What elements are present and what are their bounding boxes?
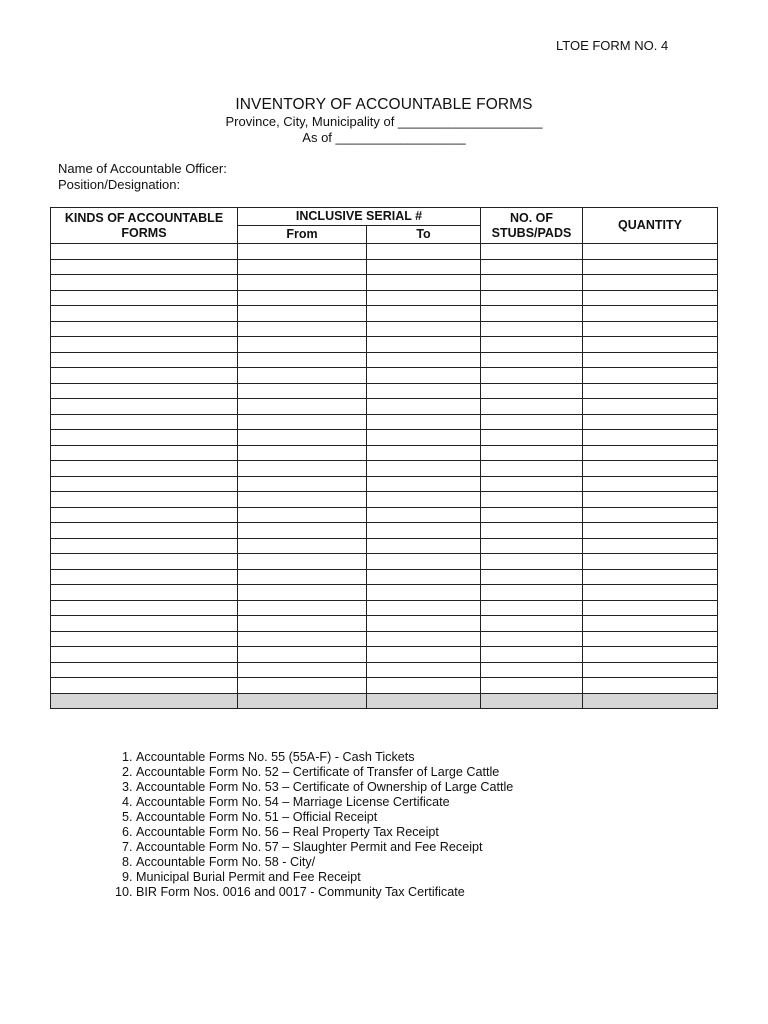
table-row — [51, 290, 718, 306]
to-cell — [367, 616, 481, 632]
position-label: Position/Designation: — [58, 177, 181, 192]
header-from: From — [238, 226, 367, 244]
header-inclusive-serial: INCLUSIVE SERIAL # — [238, 208, 481, 226]
quantity-cell — [583, 523, 718, 539]
note-item: 9. Municipal Burial Permit and Fee Receipt — [136, 870, 513, 885]
stubs-cell — [481, 476, 583, 492]
quantity-cell — [583, 585, 718, 601]
from-cell — [238, 306, 367, 322]
stubs-cell — [481, 678, 583, 694]
stubs-cell — [481, 507, 583, 523]
header-kinds: KINDS OF ACCOUNTABLE FORMS — [51, 208, 238, 244]
stubs-cell — [481, 290, 583, 306]
quantity-cell — [583, 321, 718, 337]
quantity-cell — [583, 600, 718, 616]
table-row — [51, 476, 718, 492]
quantity-cell — [583, 569, 718, 585]
note-item: 6. Accountable Form No. 56 – Real Property Tax Receipt — [136, 825, 513, 840]
from-cell — [238, 259, 367, 275]
from-cell — [238, 383, 367, 399]
table-row — [51, 337, 718, 353]
from-cell — [238, 554, 367, 570]
from-cell — [238, 414, 367, 430]
to-cell — [367, 631, 481, 647]
kinds-cell — [51, 383, 238, 399]
quantity-cell — [583, 337, 718, 353]
note-item: 1. Accountable Forms No. 55 (55A-F) - Cash Tickets — [136, 750, 513, 765]
kinds-cell — [51, 662, 238, 678]
stubs-cell — [481, 569, 583, 585]
from-cell — [238, 585, 367, 601]
to-cell — [367, 569, 481, 585]
stubs-cell — [481, 647, 583, 663]
kinds-cell — [51, 259, 238, 275]
from-cell — [238, 662, 367, 678]
stubs-cell — [481, 306, 583, 322]
from-cell — [238, 461, 367, 477]
kinds-cell — [51, 352, 238, 368]
from-cell — [238, 631, 367, 647]
table-row — [51, 585, 718, 601]
kinds-cell — [51, 244, 238, 260]
quantity-cell — [583, 306, 718, 322]
stubs-cell — [481, 259, 583, 275]
note-item: 2. Accountable Form No. 52 – Certificate of Transfer of Large Cattle — [136, 765, 513, 780]
to-cell — [367, 368, 481, 384]
from-cell — [238, 600, 367, 616]
stubs-cell — [481, 492, 583, 508]
kinds-cell — [51, 306, 238, 322]
table-row — [51, 383, 718, 399]
from-cell — [238, 399, 367, 415]
stubs-cell — [481, 321, 583, 337]
form-number: LTOE FORM NO. 4 — [556, 38, 669, 53]
to-cell — [367, 290, 481, 306]
kinds-cell — [51, 337, 238, 353]
quantity-cell — [583, 383, 718, 399]
kinds-cell — [51, 585, 238, 601]
stubs-cell — [481, 616, 583, 632]
quantity-cell — [583, 538, 718, 554]
stubs-cell — [481, 662, 583, 678]
kinds-cell — [51, 414, 238, 430]
stubs-cell — [481, 693, 583, 709]
table-row — [51, 554, 718, 570]
from-cell — [238, 368, 367, 384]
to-cell — [367, 693, 481, 709]
kinds-cell — [51, 678, 238, 694]
kinds-cell — [51, 275, 238, 291]
quantity-cell — [583, 244, 718, 260]
table-row — [51, 492, 718, 508]
to-cell — [367, 523, 481, 539]
to-cell — [367, 585, 481, 601]
quantity-cell — [583, 290, 718, 306]
to-cell — [367, 492, 481, 508]
kinds-cell — [51, 616, 238, 632]
stubs-cell — [481, 631, 583, 647]
quantity-cell — [583, 445, 718, 461]
note-item: 7. Accountable Form No. 57 – Slaughter Permit and Fee Receipt — [136, 840, 513, 855]
table-row — [51, 414, 718, 430]
stubs-cell — [481, 368, 583, 384]
from-cell — [238, 647, 367, 663]
kinds-cell — [51, 290, 238, 306]
note-item: 8. Accountable Form No. 58 - City/ — [136, 855, 513, 870]
table-row — [51, 306, 718, 322]
total-row — [51, 693, 718, 709]
from-cell — [238, 616, 367, 632]
quantity-cell — [583, 647, 718, 663]
quantity-cell — [583, 662, 718, 678]
table-row — [51, 538, 718, 554]
kinds-cell — [51, 554, 238, 570]
quantity-cell — [583, 414, 718, 430]
to-cell — [367, 538, 481, 554]
table-row — [51, 275, 718, 291]
kinds-cell — [51, 507, 238, 523]
kinds-cell — [51, 461, 238, 477]
table-row — [51, 662, 718, 678]
table-row — [51, 244, 718, 260]
note-item: 4. Accountable Form No. 54 – Marriage License Certificate — [136, 795, 513, 810]
header-to: To — [367, 226, 481, 244]
table-row — [51, 600, 718, 616]
note-item: 10. BIR Form Nos. 0016 and 0017 - Community Tax Certificate — [136, 885, 513, 900]
to-cell — [367, 476, 481, 492]
note-item: 5. Accountable Form No. 51 – Official Receipt — [136, 810, 513, 825]
to-cell — [367, 337, 481, 353]
stubs-cell — [481, 538, 583, 554]
from-cell — [238, 445, 367, 461]
table-row — [51, 368, 718, 384]
to-cell — [367, 647, 481, 663]
officer-name-label: Name of Accountable Officer: — [58, 161, 227, 176]
from-cell — [238, 352, 367, 368]
quantity-cell — [583, 430, 718, 446]
from-cell — [238, 337, 367, 353]
notes-list — [110, 750, 513, 900]
quantity-cell — [583, 492, 718, 508]
stubs-cell — [481, 352, 583, 368]
kinds-cell — [51, 492, 238, 508]
kinds-cell — [51, 631, 238, 647]
quantity-cell — [583, 554, 718, 570]
quantity-cell — [583, 507, 718, 523]
note-item: 3. Accountable Form No. 53 – Certificate of Ownership of Large Cattle — [136, 780, 513, 795]
table-row — [51, 678, 718, 694]
kinds-cell — [51, 430, 238, 446]
table-row — [51, 616, 718, 632]
table-row — [51, 430, 718, 446]
to-cell — [367, 662, 481, 678]
to-cell — [367, 275, 481, 291]
from-cell — [238, 430, 367, 446]
from-cell — [238, 538, 367, 554]
location-line: Province, City, Municipality of ____________________ — [225, 114, 543, 129]
to-cell — [367, 352, 481, 368]
to-cell — [367, 244, 481, 260]
table-row — [51, 647, 718, 663]
header-stubs-pads: NO. OF STUBS/PADS — [481, 208, 583, 244]
from-cell — [238, 678, 367, 694]
to-cell — [367, 414, 481, 430]
quantity-cell — [583, 399, 718, 415]
stubs-cell — [481, 523, 583, 539]
from-cell — [238, 693, 367, 709]
quantity-cell — [583, 368, 718, 384]
from-cell — [238, 569, 367, 585]
from-cell — [238, 523, 367, 539]
from-cell — [238, 492, 367, 508]
kinds-cell — [51, 538, 238, 554]
quantity-cell — [583, 352, 718, 368]
from-cell — [238, 476, 367, 492]
stubs-cell — [481, 399, 583, 415]
table-body — [51, 244, 718, 709]
kinds-cell — [51, 647, 238, 663]
quantity-cell — [583, 616, 718, 632]
kinds-cell — [51, 523, 238, 539]
stubs-cell — [481, 585, 583, 601]
stubs-cell — [481, 445, 583, 461]
to-cell — [367, 306, 481, 322]
quantity-cell — [583, 275, 718, 291]
stubs-cell — [481, 461, 583, 477]
table-row — [51, 259, 718, 275]
stubs-cell — [481, 337, 583, 353]
header-quantity: QUANTITY — [583, 208, 718, 244]
kinds-cell — [51, 399, 238, 415]
from-cell — [238, 244, 367, 260]
to-cell — [367, 383, 481, 399]
stubs-cell — [481, 275, 583, 291]
quantity-cell — [583, 631, 718, 647]
table-row — [51, 321, 718, 337]
quantity-cell — [583, 476, 718, 492]
table-row — [51, 569, 718, 585]
stubs-cell — [481, 430, 583, 446]
table-row — [51, 507, 718, 523]
kinds-cell — [51, 569, 238, 585]
from-cell — [238, 507, 367, 523]
inventory-table — [50, 207, 718, 709]
from-cell — [238, 321, 367, 337]
table-row — [51, 445, 718, 461]
from-cell — [238, 290, 367, 306]
kinds-cell — [51, 321, 238, 337]
table-row — [51, 399, 718, 415]
quantity-cell — [583, 461, 718, 477]
to-cell — [367, 259, 481, 275]
stubs-cell — [481, 244, 583, 260]
to-cell — [367, 678, 481, 694]
as-of-line: As of __________________ — [302, 130, 466, 145]
stubs-cell — [481, 383, 583, 399]
quantity-cell — [583, 678, 718, 694]
stubs-cell — [481, 414, 583, 430]
to-cell — [367, 600, 481, 616]
quantity-cell — [583, 693, 718, 709]
to-cell — [367, 445, 481, 461]
kinds-cell — [51, 600, 238, 616]
kinds-cell — [51, 693, 238, 709]
to-cell — [367, 399, 481, 415]
from-cell — [238, 275, 367, 291]
to-cell — [367, 430, 481, 446]
to-cell — [367, 321, 481, 337]
table-row — [51, 352, 718, 368]
table-row — [51, 461, 718, 477]
table-row — [51, 631, 718, 647]
table-row — [51, 523, 718, 539]
stubs-cell — [481, 600, 583, 616]
to-cell — [367, 461, 481, 477]
stubs-cell — [481, 554, 583, 570]
to-cell — [367, 554, 481, 570]
to-cell — [367, 507, 481, 523]
kinds-cell — [51, 445, 238, 461]
kinds-cell — [51, 476, 238, 492]
kinds-cell — [51, 368, 238, 384]
quantity-cell — [583, 259, 718, 275]
page-title: INVENTORY OF ACCOUNTABLE FORMS — [235, 96, 533, 113]
